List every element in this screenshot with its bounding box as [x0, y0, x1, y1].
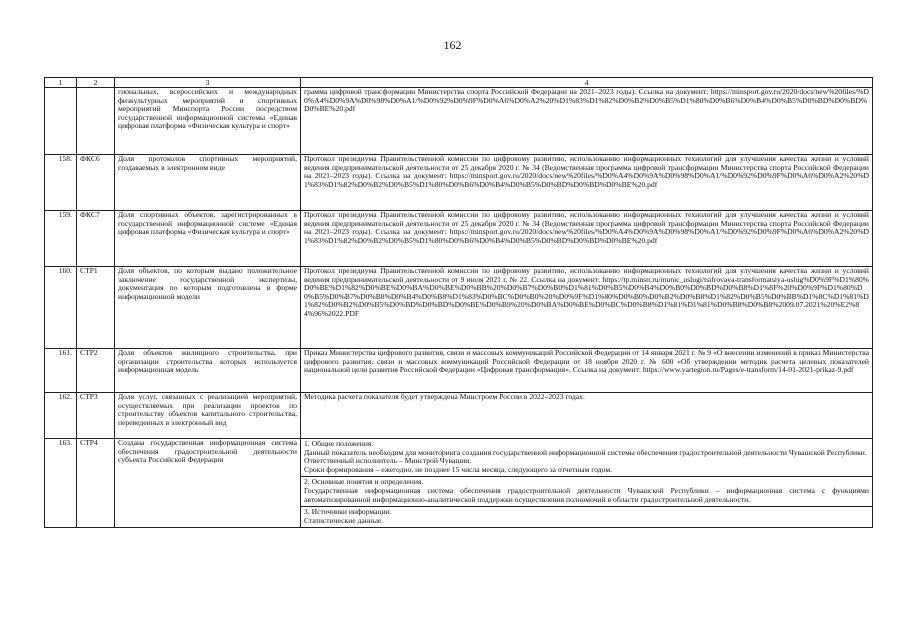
source-text: Протокол президиума Правительственной комиссии по цифровому развитию, использованию информационных технологий для улучшения качества жизни и условий ведения предпринимательской деятельности от 9 июля 2021 г. № 22. Ссылка на документ:	[304, 266, 869, 284]
source-link[interactable]: https://tp.minstr.ru/munic_uslugi/tsifrovaya-transformatsiya-uslug%D0%9F%D1%80%D0%BE%D1%82%D0%BE%D0%BA%D0%BE%D0%BB%20%D0%B7%D0%B0%D1%81%D0%B5%D0%B4%D0%B0%D0%BD%D0%B8%D1%8F%20%D0%9F%D1%80%D0%B5%D0%B7%D0%B8%D0%B4%D0%B8%D1%83%D0%BC%D0%B0%20%D0%9F%D1%80%D0%B0%D0%B2%D0%B8%D1%82%D0%B5%D0%BB%D1%8C%D1%81%D1%82%D0%B2%D0%B5%D0%BD%D0%BD%D0%BE%D0%B9%20%D0%BA%D0%BE%D0%BC%D0%B8%D1%81%D1%81%D0%B8%D0%B8%2009.07.2021%20%E2%84%96%2022.PDF	[304, 274, 869, 318]
paragraph: Сроки формирования – ежегодно, не позднее 15 числа месяца, следующего за отчетным годом.	[304, 464, 613, 474]
row-number: 158.	[45, 155, 77, 211]
header-cell: 3	[115, 78, 301, 88]
indicator-table	[44, 77, 873, 528]
table-row	[45, 211, 873, 267]
row-number: 162.	[45, 393, 77, 439]
row-number: 161.	[45, 349, 77, 393]
source-link[interactable]: https://minsport.gov.ru/2020/docs/new%20files/%D0%A4%D0%9A%D0%98%D0%A1/%D0%92%D0%9F%D0%A6%D0%A2%20%D1%83%D1%82%D0%B2%D0%B5%D1%80%D0%B6%D0%B4%D0%B5%D0%BD%D0%BD%D0%BE%20.pdf	[304, 87, 869, 114]
row-number: 163.	[45, 439, 77, 528]
table-row	[45, 155, 873, 211]
source-cell	[301, 88, 873, 155]
indicator-description: Доля протоколов спортивных мероприятий, создаваемых в электронном виде	[115, 155, 301, 211]
indicator-description: Доля объектов, по которым выдано положительное заключение государственной экспертизы, документация по которым подготовлена в форме информационной модели	[115, 267, 301, 349]
source-text: Приказ Министерства цифрового развития, связи и массовых коммуникаций Российской Федерации от 14 января 2021 г. № 9 «О внесении изменений в приказ Министерства цифрового развития, связи и массовых коммуникаций Российской Федерации от 18 ноября 2020 г. № 600 «Об утверждении методик расчета целевых показателей национальной цели развития Российской Федерации «Цифровая трансформация». Ссылка на документ: https://www.yartegion.ru/Pages/e-transform/14-01-2021-prikaz-9.pdf	[304, 348, 869, 375]
section-sources	[301, 507, 872, 527]
indicator-description: гиональных, всероссийских и международных физкультурных мероприятий и спортивных мероприятий Минспорта России посредством государственной информационной системы «Единая цифровая платформа «Физическая культура и спорт»	[115, 88, 301, 155]
table-row	[45, 393, 873, 439]
source-cell	[301, 211, 873, 267]
indicator-description: Создана государственная информационная система обеспечения градостроительной деятельности субъекта Российской Федерации	[115, 439, 301, 528]
source-text: Протокол президиума Правительственной комиссии по цифровому развитию, использованию информационных технологий для улучшения качества жизни и условий ведения предпринимательской деятельности от 25 декабря 2020 г. № 34 (Ведомственная программа цифровой трансформации Министерства спорта Российской Федерации на 2021–2023 годы). Ссылка на документ:	[304, 154, 869, 181]
row-code: СТР2	[77, 349, 115, 393]
section-general	[301, 439, 872, 477]
section-title: 1. Общие положения.	[304, 439, 374, 448]
section-definitions	[301, 477, 872, 507]
indicator-description: Доля объектов жилищного строительства, при организации строительства которых используется информационная модель	[115, 349, 301, 393]
row-number: 160.	[45, 267, 77, 349]
table-row	[45, 88, 873, 155]
source-link[interactable]: https://minsport.gov.ru/2020/docs/new%20files/%D0%A4%D0%9A%D0%98%D0%A1/%D0%92%D0%9F%D0%A6%D0%A2%20%D1%83%D1%82%D0%B2%D0%B5%D1%80%D0%B6%D0%B4%D0%B5%D0%BD%D0%BD%D0%BE%20.pdf	[304, 171, 869, 189]
indicator-description: Доля услуг, связанных с реализацией мероприятий, осуществляемых при реализации проектов по строительству объектов капитального строительства, переведенных в электронный вид	[115, 393, 301, 439]
header-cell: 2	[77, 78, 115, 88]
table-row	[45, 267, 873, 349]
indicator-description: Доля спортивных объектов, зарегистрированных в государственной информационной системе «Единая цифровая платформа «Физическая культура и спорт»	[115, 211, 301, 267]
source-text: грамма цифровой трансформации Министерства спорта Российской Федерации на 2021–2023 годы). Ссылка на документ:	[304, 87, 709, 96]
paragraph: Статистические данные.	[304, 515, 384, 525]
header-cell: 4	[301, 78, 873, 88]
source-cell	[301, 155, 873, 211]
source-cell	[301, 349, 873, 393]
header-cell: 1	[45, 78, 77, 88]
source-link[interactable]: https://minsport.gov.ru/2020/docs/new%20files/%D0%A4%D0%9A%D0%98%D0%A1/%D0%92%D0%9F%D0%A6%D0%A2%20%D1%83%D1%82%D0%B2%D0%B5%D1%80%D0%B6%D0%B4%D0%B5%D0%BD%D0%BD%D0%BE%20.pdf	[304, 227, 869, 245]
table-row	[45, 439, 873, 528]
paragraph: Государственная информационная система обеспечения градостроительной деятельности Чувашской Республики – информационная система с функциями автоматизированной информационно-аналитической поддержки осуществления полномочий в области градостроительной деятельности.	[304, 485, 869, 504]
row-number	[45, 88, 77, 155]
row-code: СТР3	[77, 393, 115, 439]
paragraph: Данный показатель необходим для мониторинга создания государственной информационной системы обеспечения градостроительной деятельности Чувашской Республики.	[304, 447, 867, 457]
section-title: 2. Основные понятия и определения.	[304, 477, 424, 487]
row-code: СТР4	[77, 439, 115, 528]
source-text: Протокол президиума Правительственной комиссии по цифровому развитию, использованию информационных технологий для улучшения качества жизни и условий ведения предпринимательской деятельности от 25 декабря 2020 г. № 34 (Ведомственная программа цифровой трансформации Министерства спорта Российской Федерации на 2021–2023 годы). Ссылка на документ:	[304, 210, 869, 237]
source-cell	[301, 267, 873, 349]
row-code	[77, 88, 115, 155]
row-code: СТР1	[77, 267, 115, 349]
table-row	[45, 349, 873, 393]
row-code: ФКС6	[77, 155, 115, 211]
page-number: 162	[443, 38, 462, 52]
row-number: 159.	[45, 211, 77, 267]
source-text: Методика расчета показателя будет утверждена Минстроем России в 2022–2023 годах.	[304, 392, 585, 401]
table-header-row	[45, 78, 873, 88]
paragraph: Ответственный исполнитель – Минстрой Чувашии.	[304, 456, 472, 466]
source-cell	[301, 393, 873, 439]
section-title: 3. Источники информации.	[304, 507, 392, 517]
methodology-cell	[301, 439, 873, 528]
row-code: ФКС7	[77, 211, 115, 267]
